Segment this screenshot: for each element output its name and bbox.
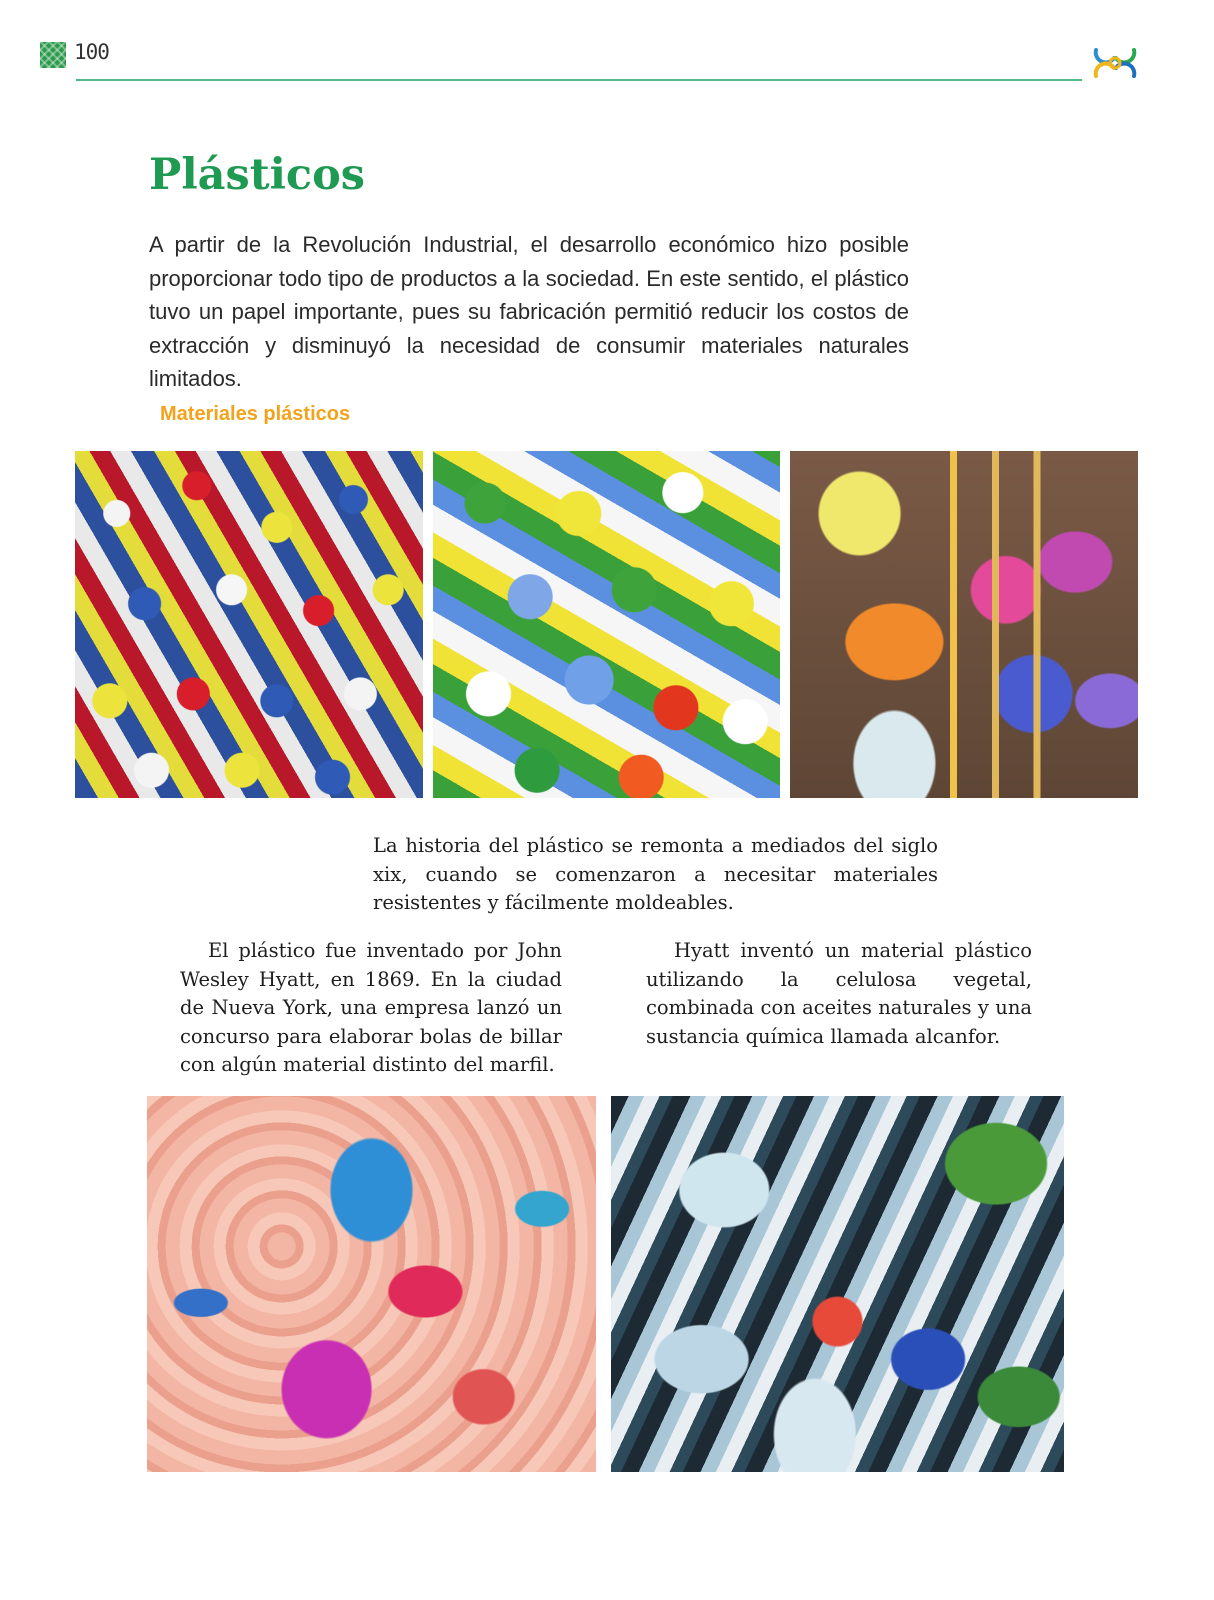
subheading: Materiales plásticos [160, 403, 351, 425]
body-column-right: Hyatt inventó un material plástico utilizando la celulosa vegetal, combinada con aceites naturales y una sustancia química llamada alcanfor. [646, 939, 1032, 1048]
history-caption: La historia del plástico se remonta a mediados del siglo xix, cuando se comenzaron a necesitar materiales resistentes y fácilmente moldeables. [373, 834, 938, 914]
plastic-caps-photo [433, 451, 780, 798]
page-title: Plásticos [149, 150, 366, 200]
page-number: 100 [74, 40, 109, 64]
plastic-figurines-photo [147, 1096, 596, 1472]
four-arcs-logo-icon [1092, 40, 1138, 86]
plastic-bottles-photo [611, 1096, 1064, 1472]
header-divider [76, 79, 1082, 81]
body-column-left: El plástico fue inventado por John Wesley Hyatt, en 1869. En la ciudad de Nueva York, una empresa lanzó un concurso para elaborar bolas de billar con algún material distinto del marfil. [180, 939, 562, 1076]
header-pattern-icon [40, 42, 66, 68]
intro-paragraph: A partir de la Revolución Industrial, el desarrollo económico hizo posible proporcionar todo tipo de productos a la sociedad. En este sentido, el plástico tuvo un papel importante, pues su fabricación permitió reducir los costos de extracción y disminuyó la necesidad de consumir materiales naturales limitados. [149, 232, 909, 391]
plastic-toys-photo [790, 451, 1138, 798]
plastic-pellets-photo [75, 451, 423, 798]
